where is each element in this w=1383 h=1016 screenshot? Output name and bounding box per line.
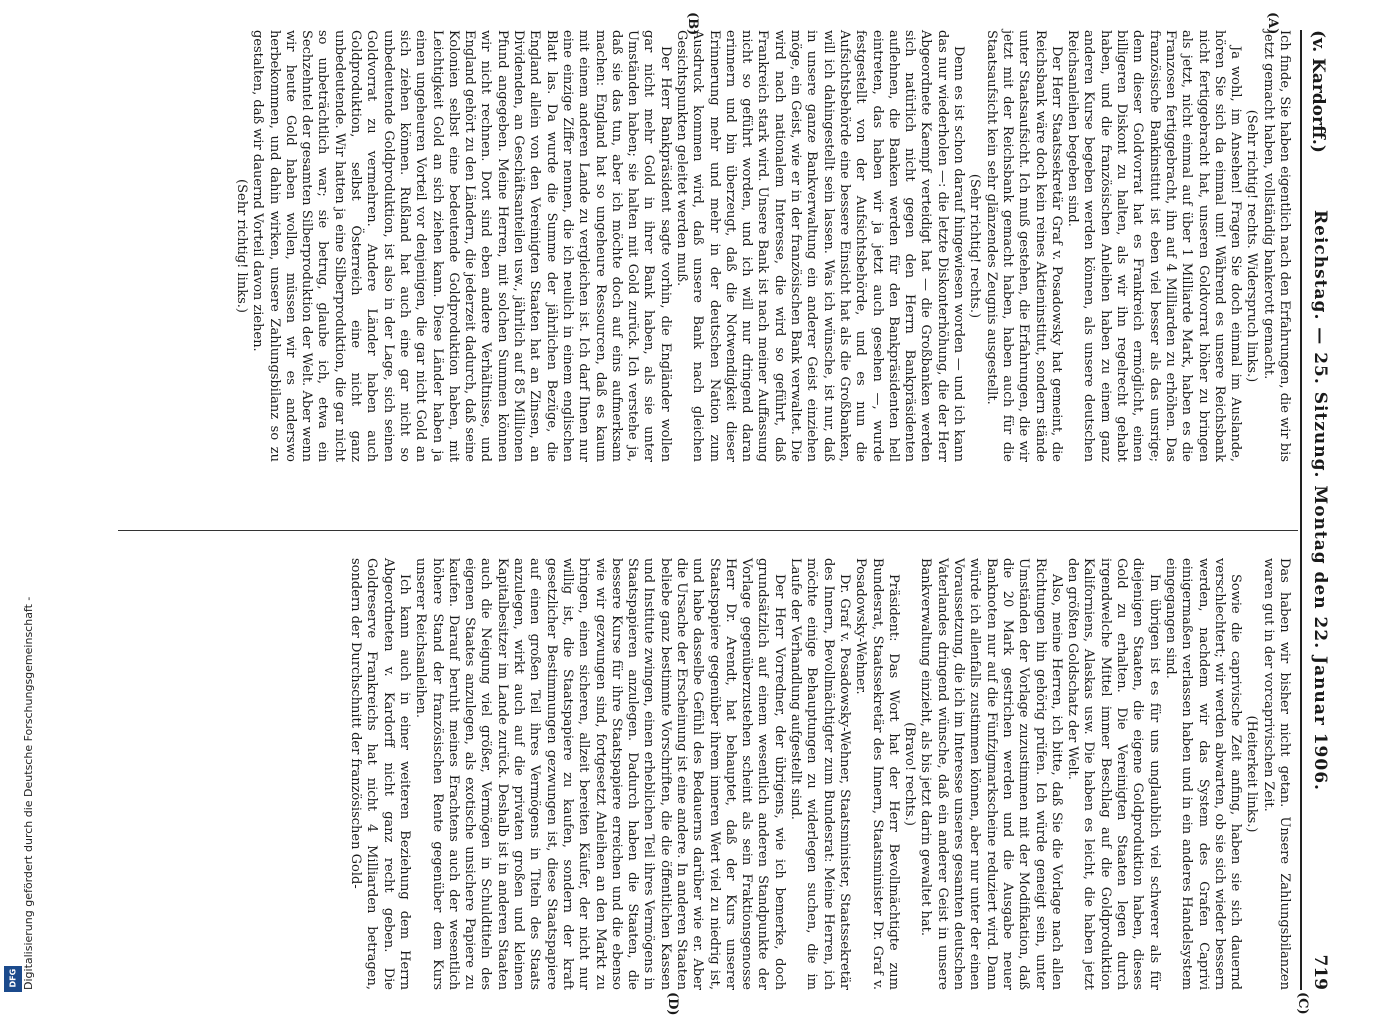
margin-mark-b: (B) xyxy=(685,12,700,36)
digitization-footer xyxy=(0,0,35,1000)
paragraph: Denn es ist schon darauf hingewiesen worden — und ich kann das nur wiederholen —: die letzte Diskonterhöhung, die der Herr Abgeordnete Kaempf verteidigt hat — die Großbanken werden sich natürlich nicht gegen den Herrn Bankpräsidenten auflehnen, die Banken werden für den Bankpräsidenten hell eintreten, das haben wir ja jetzt auch gesehen —, wurde festgestellt von der Aufsichtsbehörde, und es nun die Aufsichtsbehörde eine bessere Einsicht hat als die Großbanken, will ich dahingestellt sein lassen. Was ich wünsche, ist nur, daß in unsere ganze Bankverwaltung ein anderer Geist einziehen möge, ein Geist, wie er in der französischen Bank verwaltet. Die wird nach nationalem Interesse, die wird so geführt, daß Frankreich stark wird. Unsere Bank ist nach meiner Auffassung nicht so geführt worden, und ich will nur dringend daran erinnern und bin überzeugt, daß die Notwendigkeit dieser Erinnerung mehr und mehr in der deutschen Nation zum Ausdruck kommen wird, daß unsere Bank nach gleichen Gesichtspunkten geleitet werden muß. xyxy=(674,30,967,462)
interjection: (Sehr richtig! rechts. Widerspruch links.) xyxy=(1244,109,1260,383)
paragraph: Das haben wir bisher nicht getan. Unsere Zahlungsbilanzen waren gut in der vorcaprivischen Zeit. xyxy=(1260,558,1292,990)
interjection: (Bravo! rechts.) xyxy=(902,722,918,826)
paragraph: Ich finde, Sie haben eigentlich nach den Erfahrungen, die wir bis jetzt gemacht haben, vollständig bankerott gemacht. xyxy=(1260,30,1292,462)
running-title: Reichstag. — 25. Sitzung. Montag den 22. Januar 1906. xyxy=(1310,210,1330,791)
paragraph: Der Herr Vorredner, der übrigens, wie ich bemerke, doch grundsätzlich auf einem wesentlich anderen Standpunkte der Vorlage gegenüberzustehen scheint als sein Fraktionsgenosse Herr Dr. Arendt, hat behauptet, daß der Kurs unserer Staatspapiere gegenüber ihrem inneren Wert viel zu niedrig ist, und habe dasselbe Gefühl des Bedauerns darüber wie er. Aber die Ursache der Erscheinung ist eine andere. In anderen Staaten beliebe ganz bestimmte Vorschriften, die die öffentlichen Kassen und Institute zwingen, einen erheblichen Teil ihres Vermögens in Staatspapieren anzulegen. Dadurch haben die Staaten, die bessere Kurse für ihre Staatspapiere erreichen und die ebenso wie wir gezwungen sind, fortgesetzt Anleihen an den Markt zu bringen, einen sicheren, allzeit bereiten Käufer, der nicht nur willig ist, die Staatspapiere zu kaufen, sondern der kraft gesetzlicher Bestimmungen gezwungen ist, diese Staatspapiere auf einen großen Teil ihres Vermögens in Titeln des Staats anzulegen, wirkt auch auf die privaten großen und kleinen Kapitalbesitzer im Lande zurück. Deshalb ist in anderen Staaten auch die Neigung viel größer, Vermögen in Schuldtiteln des eigenen Staates anzulegen, als exotische unsichere Papiere zu kaufen. Darauf beruht meines Erachtens auch der wesentlich höhere Stand der französischen Rente gegenüber dem Kurs unserer Reichsanleihen. xyxy=(413,558,787,990)
paragraph: Der Herr Bankpräsident sagte vorhin, die Engländer wollen gar nicht mehr Gold in ihrer Bank haben, als sie unter Umständen haben; sie halten mit Gold zurück. Ich verstehe ja, daß sie das tun, aber ich möchte doch auf eins aufmerksam machen: England hat so ungeheure Ressourcen, daß es kaum mit einem anderen Lande zu vergleichen ist. Ich darf Ihnen nur eine einzige Ziffer nennen, die ich neulich in einem englischen Blatt las. Da wurde die Summe der jährlichen Bezüge, die England allein von den Vereinigten Staaten hat an Zinsen, an Dividenden, an Geschäftsanteilen usw., jährlich auf 85 Millionen Pfund angegeben. Meine Herren, mit solchen Summen können wir nicht rechnen. Dort sind eben andere Verhältnisse, und England gehört zu den Ländern, die jederzeit dadurch, daß seine Kolonien selbst eine bedeutende Goldproduktion haben, mit Leichtigkeit Gold an sich ziehen kann. Diese Länder haben ja einen ungeheuren Vorteil vor denjenigen, die gar nicht Gold an sich ziehen können. Rußland hat auch eine gar nicht so unbedeutende Goldproduktion, ist also in der Lage, sich seinen Goldvorrat zu vermehren. Andere Länder haben auch Goldproduktion, selbst Österreich eine nicht ganz unbedeutende. Wir hatten ja eine Silberproduktion, die gar nicht so unbeträchtlich war; sie betrug, glaube ich, etwa ein Sechzehntel der gesamten Silberproduktion der Welt. Aber wenn wir heute Gold haben wollen, müssen wir es anderswo herbekommen, und dahin wirken, unsere Zahlungsbilanz so zu gestalten, daß wir dauernd Vorteil davon ziehen. xyxy=(250,30,673,462)
dfg-logo: DFG xyxy=(4,966,22,992)
left-column xyxy=(233,30,1292,462)
paragraph: Ja wohl, im Ansehen! Fragen Sie doch einmal im Auslande, hören Sie sich da einmal um! Während es unsere Reichsbank nicht fertiggebracht hat, unseren Goldvorrat höher zu bringen als jetzt, nicht einmal auf über 1 Milliarde Mark, haben es die Franzosen fertiggebracht, ihn auf 4 Milliarden zu erhöhen. Das französische Bankinstitut ist eben viel besser als das unsrige; denn dieser Goldvorrat hat es Frankreich ermöglicht, einen billigeren Diskont zu halten, als wir ihn regelrecht gehabt haben, und die französischen Anleihen haben zu einem ganz anderen Kurse begeben werden können, als unsere deutschen Reichsanleihen begeben sind. xyxy=(1065,30,1244,462)
paragraph: Dr. Graf v. Posadowsky-Wehner, Staatsminister, Staatssekretär des Innern, Bevollmächtigter zum Bundesrat: Meine Herren, ich möchte einige Behauptungen zu widerlegen suchen, die im Laufe der Verhandlung aufgestellt sind. xyxy=(788,558,852,990)
paragraph: Ich kann auch in einer weiteren Beziehung dem Herrn Abgeordneten v. Kardorff nicht ganz recht geben. Die Goldreserve Frankreichs hat nicht 4 Milliarden betragen, sondern der Durchschnitt der französischen Gold- xyxy=(348,558,412,990)
paragraph: Sowie die caprivische Zeit anfing, haben sie sich dauernd verschlechtert; wir werden abwarten, ob sie sich wieder bessern werden, nachdem wir das System des Grafen Caprivi einigermaßen verlassen haben und in ein anderes Handelsystem eingegangen sind. xyxy=(1162,558,1244,990)
paragraph: Der Herr Staatssekretär Graf v. Posadowsky hat gemeint, die Reichsbank wäre doch kein reines Aktieninstitut, sondern stände unter Staatsaufsicht. Ich muß gestehen, die Erfahrungen, die wir jetzt mit der Reichsbank gemacht haben, haben auch für die Staatsaufsicht kein sehr glänzendes Zeugnis ausgestellt. xyxy=(983,30,1064,462)
paragraph: Präsident: Das Wort hat der Herr Bevollmächtigte zum Bundesrat, Staatssekretär des Innern, Staatsminister Dr. Graf v. Posadowsky-Wehner. xyxy=(853,558,901,990)
interjection: (Heiterkeit links.) xyxy=(1244,715,1260,833)
header-rule xyxy=(1300,30,1302,990)
digitization-note: Digitalisierung gefördert durch die Deutsche Forschungsgemeinschaft - xyxy=(22,596,35,990)
page-header xyxy=(1298,30,1338,990)
margin-mark-a: (A) xyxy=(1265,12,1280,35)
margin-mark-d: (D) xyxy=(665,992,680,1016)
right-column xyxy=(347,558,1292,990)
column-separator xyxy=(118,530,1298,531)
interjection: (Sehr richtig! rechts.) xyxy=(967,173,983,319)
paragraph: Im übrigen ist es für uns unglaublich viel schwerer als für diejenigen Staaten, die eigene Goldproduktion haben, dieses Gold zu erhalten. Die Vereinigten Staaten legen durch irgendwelche Mittel immer Beschlag auf die Goldproduktion Kaliforniens, Alaskas usw. Die haben es leicht, die haben jetzt den größten Goldschatz der Welt. xyxy=(1065,558,1162,990)
rotated-page xyxy=(105,10,1340,1016)
paragraph: Also, meine Herren, ich bitte, daß Sie die Vorlage nach allen Richtungen hin gehörig prüfen. Ich würde geneigt sein, unter Umständen der Vorlage zuzustimmen mit der Modifikation, daß die 20 Mark gestrichen werden und die Ausgabe neuer Banknoten nur auf die Fünfzigmarkscheine reduziert wird. Dann würde ich allenfalls zustimmen können, aber nur unter der einen Voraussetzung, die ich im Interesse unseres gesamten deutschen Vaterlandes dringend wünsche, daß ein anderer Geist in unsere Bankverwaltung einzieht, als bis jetzt darin gewaltet hat. xyxy=(918,558,1064,990)
speaker-header: (v. Kardorff.) xyxy=(1308,30,1328,153)
interjection: (Sehr richtig! links.) xyxy=(234,179,249,313)
margin-mark-c: (C) xyxy=(1295,992,1310,1015)
page-number: 719 xyxy=(1310,954,1330,990)
